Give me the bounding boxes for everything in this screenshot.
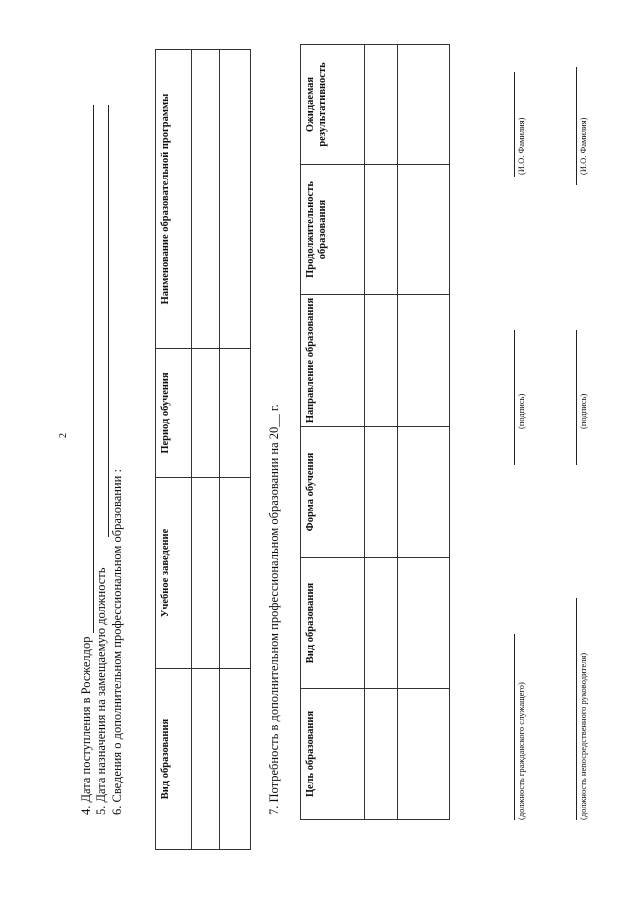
position-line-2 [576, 598, 577, 820]
table2-header: Продолжительность образования [301, 165, 365, 295]
table2-header: Направление образования [301, 295, 365, 427]
table-cell[interactable] [220, 478, 251, 669]
signature-line-1 [514, 330, 515, 465]
table2-header-row [301, 45, 365, 820]
table-cell[interactable] [220, 50, 251, 349]
table2-header: Цель образования [301, 689, 365, 820]
signature-caption-1: (подпись) [516, 393, 526, 429]
table1-header-row [156, 50, 192, 850]
table-cell[interactable] [365, 558, 398, 689]
table-cell[interactable] [365, 295, 398, 427]
table1-header: Период обучения [156, 349, 192, 478]
table-cell[interactable] [398, 427, 450, 558]
table-cell[interactable] [192, 50, 220, 349]
education-needs-table [300, 44, 450, 820]
table-cell[interactable] [192, 669, 220, 850]
table1-header: Вид образования [156, 669, 192, 850]
signature-caption-2: (подпись) [578, 393, 588, 429]
position-caption-2: (должность непосредственного руководителя) [578, 652, 588, 820]
table-row [398, 45, 450, 820]
education-info-table [155, 49, 251, 850]
table-cell[interactable] [398, 165, 450, 295]
position-caption-1: (должность гражданского служащего) [516, 682, 526, 820]
table2-header: Форма обучения [301, 427, 365, 558]
table-cell[interactable] [365, 689, 398, 820]
field-additional-education-info: 6. Сведения о дополнительном профессиональном образовании : [110, 469, 124, 815]
table2-header: Ожидаемая результативность [301, 45, 365, 165]
signature-line-2 [576, 330, 577, 465]
table-row [220, 50, 251, 850]
name-caption-1: (И.О. Фамилия) [516, 117, 526, 175]
table-row [192, 50, 220, 850]
table-cell[interactable] [192, 349, 220, 478]
table2-header: Вид образования [301, 558, 365, 689]
table-cell[interactable] [365, 427, 398, 558]
admission-date-line [93, 105, 94, 633]
appointment-date-line [108, 105, 109, 537]
table-cell[interactable] [398, 295, 450, 427]
name-line-1 [514, 72, 515, 177]
table-cell[interactable] [365, 45, 398, 165]
table1-header: Наименование образовательной программы [156, 50, 192, 349]
field-admission-date: 4. Дата поступления в Росжелдор [79, 636, 93, 815]
field-appointment-date: 5. Дата назначения на замещаемую должность [94, 567, 108, 815]
table-cell[interactable] [220, 349, 251, 478]
table-cell[interactable] [398, 45, 450, 165]
name-caption-2: (И.О. Фамилия) [578, 117, 588, 175]
page-number: 2 [58, 433, 69, 438]
table-cell[interactable] [365, 165, 398, 295]
table-cell[interactable] [192, 478, 220, 669]
section7-title: 7. Потребность в дополнительном профессиональном образовании на 20__ г. [267, 404, 281, 815]
position-line-1 [514, 634, 515, 820]
table-row [365, 45, 398, 820]
table-cell[interactable] [398, 558, 450, 689]
table-cell[interactable] [220, 669, 251, 850]
table-cell[interactable] [398, 689, 450, 820]
name-line-2 [576, 67, 577, 185]
table1-header: Учебное заведение [156, 478, 192, 669]
